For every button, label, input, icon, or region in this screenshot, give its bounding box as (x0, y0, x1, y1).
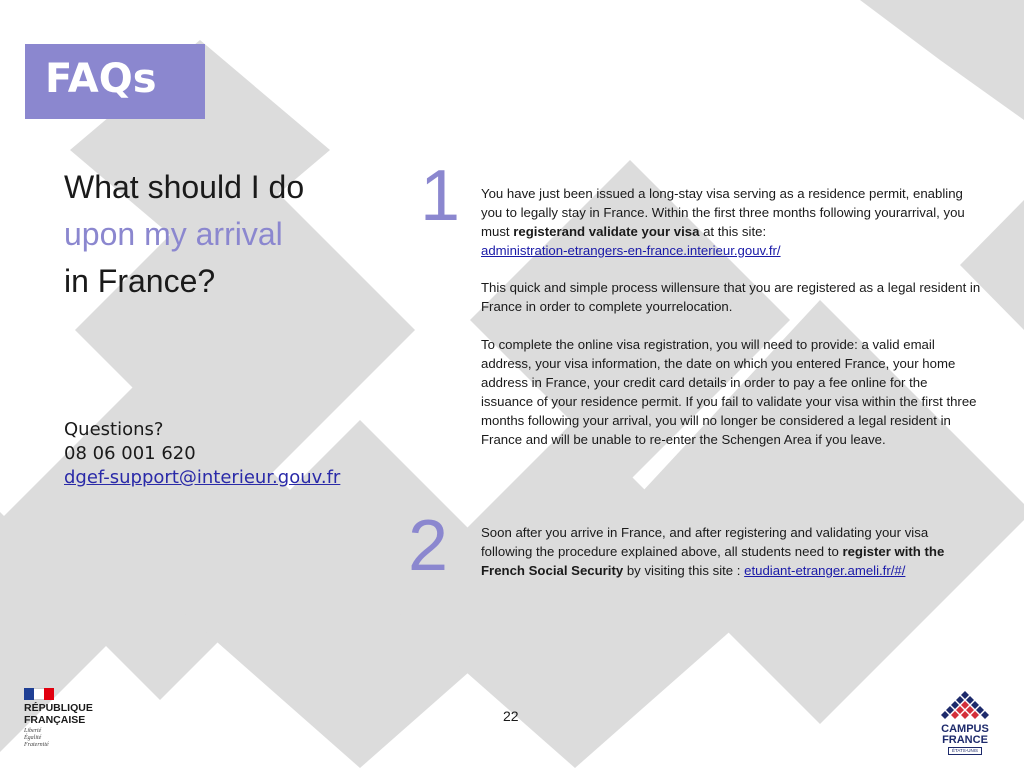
campus-france-logo (934, 690, 996, 760)
step-1-paragraph-3: To complete the online visa registration, you will need to provide: a valid email address, your visa information, the date on which you entered France, your home address in France, your credit card details in order to pay a fee online for the issuance of your residence permit. If you fail to validate your visa within the first three months following your arrival, you will no longer be considered a legal resident in France and will be unable to re-enter the Schengen Area if you leave. (481, 337, 977, 447)
faqs-title: FAQs (45, 56, 157, 102)
faqs-header-box (25, 44, 205, 119)
step-2-paragraph (481, 523, 981, 580)
step-1-text-b: at this site: (699, 224, 767, 239)
step-2-text-bold: register with the French Social Security (481, 544, 945, 578)
cf-country: ÉTATS-UNIS (948, 747, 982, 755)
question-line-1: What should I do (64, 169, 305, 205)
page-number: 22 (503, 708, 519, 724)
cf-name (934, 724, 996, 746)
rf-motto-2: Égalité (24, 735, 42, 741)
step-2-text-b: by visiting this site : (623, 563, 741, 578)
cf-name-line-2: FRANCE (942, 734, 988, 746)
question-line-3: in France? (64, 263, 216, 299)
social-security-link[interactable]: etudiant-etranger.ameli.fr/#/ (744, 563, 906, 578)
rf-motto-3: Fraternité (24, 742, 49, 748)
step-1-text-bold: registerand validate your visa (513, 224, 700, 239)
contact-label: Questions? (64, 419, 164, 440)
contact-phone: 08 06 001 620 (64, 443, 196, 464)
campus-france-diamonds-icon (934, 690, 996, 724)
question-heading (64, 164, 384, 305)
step-1-text-a: You have just been issued a long-stay visa serving as a residence permit, enabling you to legally stay in France. Within the first three months following yourarrival, you must (481, 186, 965, 239)
french-flag-icon (24, 688, 54, 700)
cf-name-line-1: CAMPUS (941, 723, 989, 735)
step-2-text-a: Soon after you arrive in France, and after registering and validating your visa following the procedure explained above, all students need to (481, 525, 929, 559)
visa-registration-link[interactable]: administration-etrangers-en-france.interieur.gouv.fr/ (481, 243, 781, 258)
rf-motto (24, 728, 49, 749)
rf-name (24, 702, 93, 726)
question-line-2: upon my arrival (64, 216, 283, 252)
contact-email-link[interactable]: dgef-support@interieur.gouv.fr (64, 467, 341, 488)
step-2-number: 2 (408, 506, 449, 586)
rf-name-line-2: FRANÇAISE (24, 714, 86, 726)
step-1-paragraph-1 (481, 184, 981, 260)
rf-motto-1: Liberté (24, 728, 42, 734)
rf-name-line-1: RÉPUBLIQUE (24, 702, 93, 714)
republique-francaise-logo (24, 686, 114, 752)
step-1-number: 1 (420, 156, 461, 236)
contact-block (64, 418, 384, 490)
step-1-paragraph-2: This quick and simple process willensure that you are registered as a legal resident in France in order to complete yourrelocation. (481, 280, 981, 314)
